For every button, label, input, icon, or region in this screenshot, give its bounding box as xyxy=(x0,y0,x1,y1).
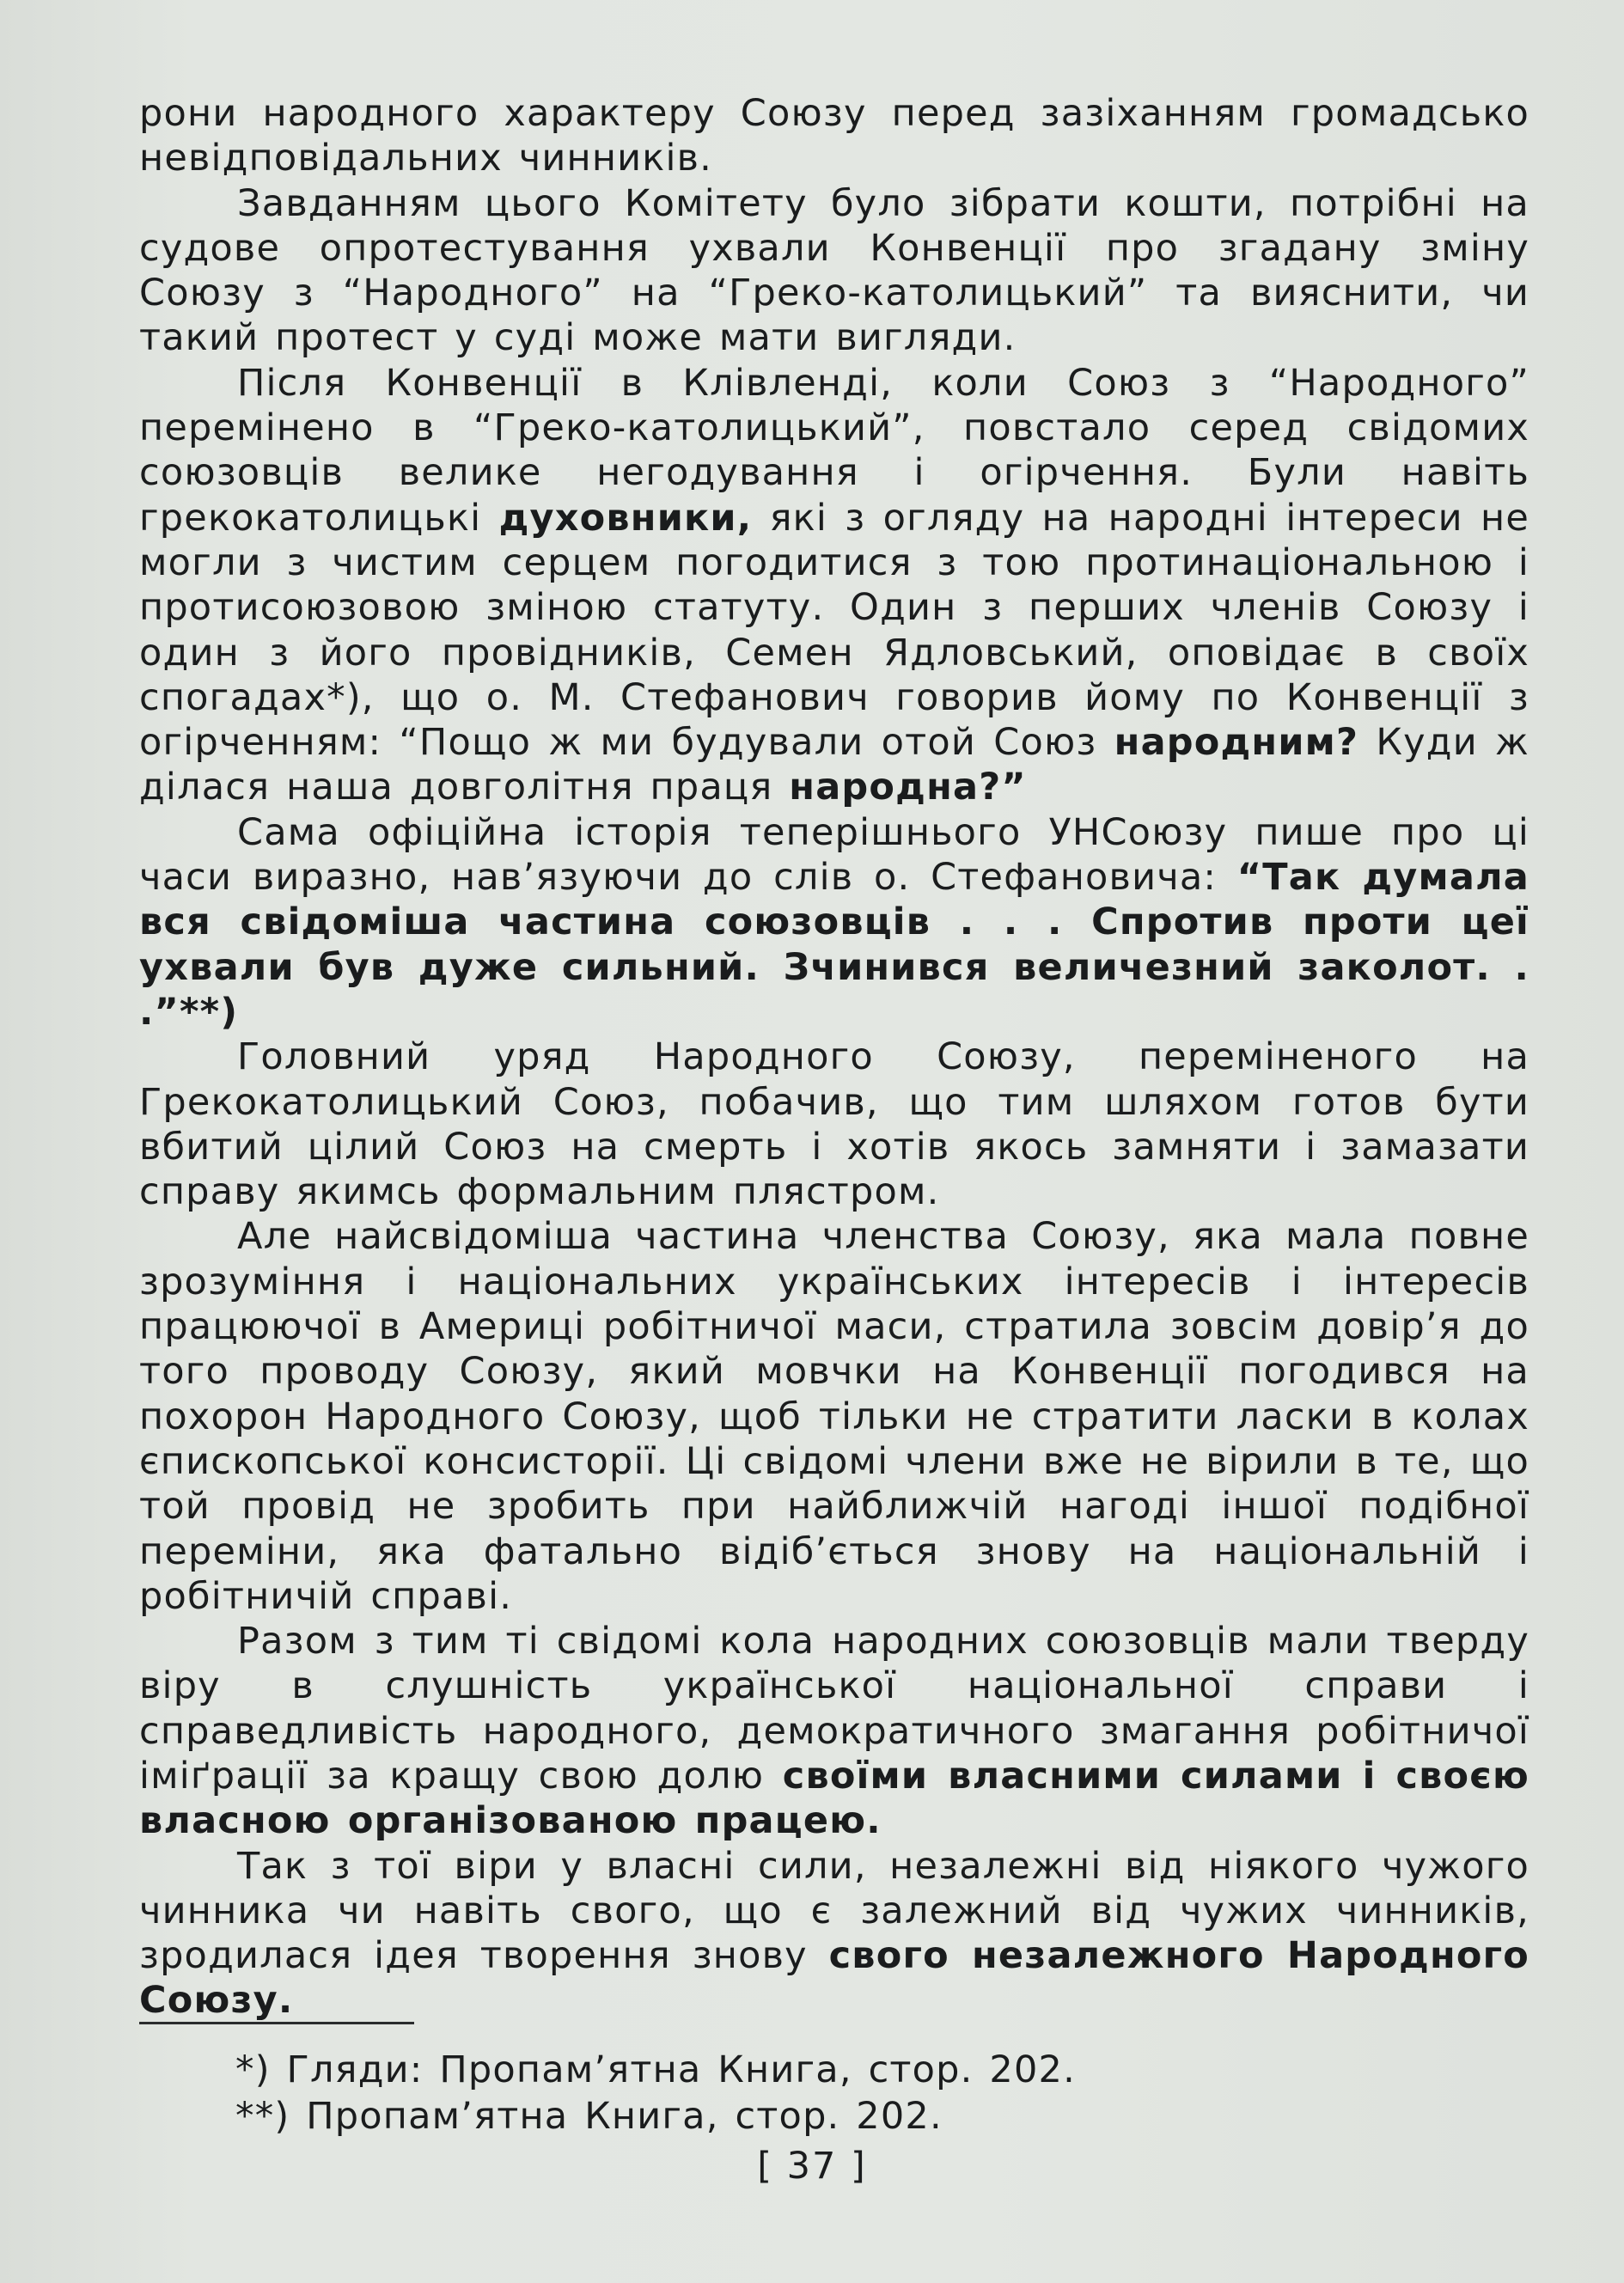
paragraph xyxy=(139,361,1529,810)
text-run: які з огляду на народні інтереси не могли з чистим серцем погодитися з тою протинаціональною і протисоюзовою зміною статуту. Один з перших членів Союзу і один з його провідників, Семен Ядловський, оповідає в своїх спогадах*), що о. М. Стефанович говорив йому по Конвенції з огірченням: “Пощо ж ми будували отой Союз xyxy=(139,496,1529,765)
footnote-2: **) Пропам’ятна Книга, стор. 202. xyxy=(235,2095,943,2138)
text-run: рони народного характеру Союзу перед зазіханням громадсько невідповідальних чинників. xyxy=(139,92,1529,180)
paragraph xyxy=(139,1214,1529,1619)
bold-text: народна?” xyxy=(789,766,1027,809)
paragraph xyxy=(139,91,1529,181)
footnote-1: *) Гляди: Пропам’ятна Книга, стор. 202. xyxy=(235,2048,1076,2091)
paragraph xyxy=(139,1035,1529,1214)
text-run: Але найсвідоміша частина членства Союзу, яка мала повне зрозуміння і національних українських інтересів і інтересів працюючої в Америці робітничої маси, стратила зовсім довір’я до того проводу Союзу, який мовчки на Конвенції погодився на похорон Народного Союзу, щоб тільки не стратити ласки в колах єпископської консисторії. Ці свідомі члени вже не вірили в те, що той провід не зробить при найближчій нагоді іншої подібної переміни, яка фатально відіб’ється знову на національній і робітничій справі. xyxy=(139,1215,1529,1618)
text-run: Так з тої віри у власні сили, незалежні від ніякого чужого чинника чи навіть свого, що є залежний від чужих чинників, зродилася ідея творення знову xyxy=(139,1844,1529,1978)
text-run: Після Конвенції в Клівленді, коли Союз з “Народного” перемінено в “Греко-католицький”, повстало серед свідомих союзовців велике негодування і огірчення. Були навіть грекокатолицькі xyxy=(139,361,1529,540)
paragraph xyxy=(139,181,1529,361)
main-text xyxy=(139,91,1529,2024)
text-run: Завданням цього Комітету було зібрати кошти, потрібні на судове опротестування ухвали Конвенції про згадану зміну Союзу з “Народного” на “Греко-католицький” та вияснити, чи такий протест у суді може мати вигляди. xyxy=(139,181,1529,360)
bold-text: духовники, xyxy=(498,496,753,540)
bold-text: своїми власними силами і своєю власною організованою працею. xyxy=(139,1754,1529,1843)
bold-text: народним? xyxy=(1114,721,1359,765)
footnotes xyxy=(235,2047,1438,2140)
paragraph xyxy=(139,810,1529,1035)
paragraph xyxy=(139,1619,1529,1843)
page-number: [ 37 ] xyxy=(757,2145,867,2188)
footnote-separator xyxy=(139,2022,414,2024)
paragraph xyxy=(139,1844,1529,2024)
text-run: Головний уряд Народного Союзу, переміненого на Грекокатолицький Союз, побачив, що тим шляхом готов бути вбитий цілий Союз на смерть і хотів якось замняти і замазати справу якимсь формальним плястром. xyxy=(139,1035,1529,1214)
text-run: Сама офіційна історія теперішнього УНСоюзу пише про ці часи виразно, нав’язуючи до слів о. Стефановича: xyxy=(139,810,1529,900)
bold-text: “Так думала вся свідоміша частина союзовців . . . Спротив проти цеї ухвали був дуже сильний. Зчинився величезний заколот. . .”**) xyxy=(139,856,1529,1034)
text-run: Разом з тим ті свідомі кола народних союзовців мали тверду віру в слушність української національної справи і справедливість народного, демократичного змагання робітничої іміґрації за кращу свою долю xyxy=(139,1620,1529,1798)
bold-text: свого незалежного Народного Союзу. xyxy=(139,1934,1530,2023)
text-run: Куди ж ділася наша довголітня праця xyxy=(139,721,1529,809)
